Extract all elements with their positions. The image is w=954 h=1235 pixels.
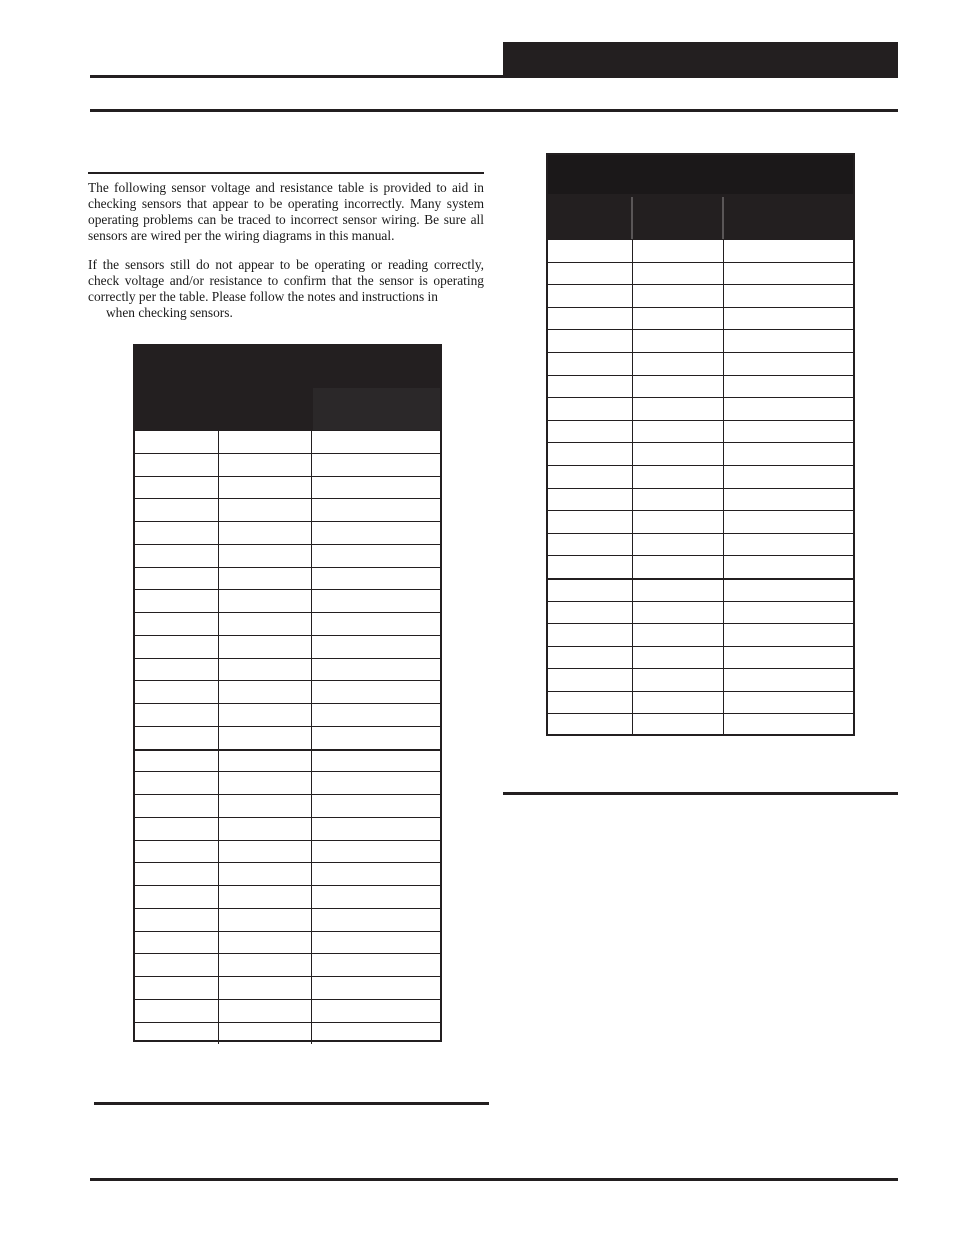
table-row [135,999,440,1022]
intro-paragraph-2-end: when checking sensors. [106,305,233,320]
table-cell [633,714,724,736]
table-cell [135,659,219,681]
table-cell [312,431,440,453]
table-cell [219,818,312,840]
table-row [548,329,853,352]
table-cell [135,863,219,885]
table-cell [724,376,853,398]
table-body [548,239,853,736]
table-cell [548,534,633,556]
table-row [548,307,853,330]
table-cell [724,466,853,488]
table-row [548,352,853,375]
table-cell [312,863,440,885]
table-cell [633,330,724,352]
table-title-bar [548,155,853,194]
table-cell [548,308,633,330]
table-cell [219,636,312,658]
table-row [548,646,853,669]
table-cell [312,659,440,681]
table-header [548,155,853,239]
table-row [135,953,440,976]
table-cell [633,534,724,556]
table-cell [312,704,440,726]
table-cell [219,522,312,544]
table-row [135,749,440,772]
table-cell [633,647,724,669]
table-cell [724,556,853,578]
footer-rule [90,1178,898,1181]
table-row [548,691,853,714]
table-cell [633,308,724,330]
table-cell [312,522,440,544]
table-row [135,840,440,863]
table-row [548,442,853,465]
table-cell [135,545,219,567]
table-cell [135,841,219,863]
table-cell [548,466,633,488]
table-cell [135,522,219,544]
table-row [135,794,440,817]
table-cell [219,932,312,954]
table-row [135,430,440,453]
table-row [135,771,440,794]
table-cell [548,240,633,262]
table-body [135,430,440,1044]
table-cell [135,431,219,453]
table-cell [219,863,312,885]
table-cell [312,772,440,794]
table-cell [548,669,633,691]
section-heading-rule [88,172,484,174]
table-row [135,931,440,954]
table-cell [548,421,633,443]
table-cell [135,795,219,817]
table-cell [633,602,724,624]
table-cell [633,421,724,443]
table-cell [135,590,219,612]
table-cell [724,263,853,285]
table-cell [633,669,724,691]
table-cell [312,932,440,954]
table-cell [135,818,219,840]
header-column-divider [631,197,633,239]
table-cell [633,580,724,601]
intro-paragraph-2 [88,257,484,321]
table-cell [312,795,440,817]
table-row [135,726,440,749]
table-row [135,862,440,885]
table-cell [548,489,633,511]
table-cell [312,841,440,863]
table-cell [633,398,724,420]
header-rule-left [90,75,503,78]
table-cell [135,568,219,590]
sensor-table-left [133,344,442,1042]
table-cell [219,681,312,703]
table-subheader [313,388,440,430]
section-heading-rule-right [503,792,898,795]
table-row [548,533,853,556]
table-cell [219,613,312,635]
table-cell [312,545,440,567]
table-row [135,658,440,681]
table-cell [135,886,219,908]
table-cell [135,727,219,749]
table-cell [219,568,312,590]
table-cell [135,977,219,999]
table-cell [312,751,440,772]
section-heading-rule-bottom [94,1102,489,1105]
table-cell [724,285,853,307]
table-cell [724,421,853,443]
table-cell [633,489,724,511]
table-row [135,521,440,544]
table-cell [312,1023,440,1045]
table-row [135,680,440,703]
table-cell [724,308,853,330]
table-cell [219,727,312,749]
table-cell [548,624,633,646]
table-cell [135,954,219,976]
table-cell [135,1023,219,1045]
table-cell [724,624,853,646]
table-row [135,976,440,999]
table-row [548,623,853,646]
table-cell [219,454,312,476]
table-row [135,612,440,635]
table-cell [135,613,219,635]
table-cell [312,681,440,703]
table-cell [135,932,219,954]
table-cell [633,511,724,533]
table-row [135,589,440,612]
table-cell [548,580,633,601]
table-cell [135,772,219,794]
table-cell [724,534,853,556]
table-cell [135,636,219,658]
table-row [135,908,440,931]
table-cell [724,511,853,533]
table-cell [724,602,853,624]
table-cell [219,954,312,976]
table-cell [219,751,312,772]
intro-paragraph-2-main: If the sensors still do not appear to be operating or reading correctly, check voltage and/or resistance to confirm that the sensor is operating correctly per the table. Please follow the notes and instructions in [88,257,484,304]
table-cell [312,454,440,476]
table-cell [724,443,853,465]
table-cell [633,466,724,488]
table-row [135,453,440,476]
table-cell [219,545,312,567]
table-cell [219,477,312,499]
table-cell [219,772,312,794]
table-cell [312,590,440,612]
table-row [135,498,440,521]
table-cell [219,704,312,726]
table-cell [312,636,440,658]
table-row [548,262,853,285]
table-cell [219,909,312,931]
table-cell [312,568,440,590]
table-cell [633,263,724,285]
table-row [135,1022,440,1045]
table-cell [633,353,724,375]
table-cell [219,590,312,612]
table-cell [548,398,633,420]
intro-paragraph-1: The following sensor voltage and resistance table is provided to aid in checking sensors that appear to be operating incorrectly. Many system operating problems can be traced to incorrect sensor wiring. Be sure all sensors are wired per the wiring diagrams in this manual. [88,180,484,243]
table-cell [219,659,312,681]
table-cell [219,886,312,908]
table-row [548,239,853,262]
table-cell [724,489,853,511]
table-row [548,397,853,420]
table-cell [633,692,724,714]
table-cell [548,376,633,398]
table-cell [219,841,312,863]
table-row [548,713,853,736]
table-cell [548,602,633,624]
table-cell [219,795,312,817]
table-cell [312,886,440,908]
table-cell [724,398,853,420]
table-cell [135,751,219,772]
table-row [135,817,440,840]
table-cell [135,704,219,726]
table-cell [548,511,633,533]
table-cell [633,240,724,262]
table-row [548,465,853,488]
table-cell [633,556,724,578]
table-row [548,284,853,307]
table-cell [135,909,219,931]
table-cell [724,353,853,375]
table-cell [135,477,219,499]
table-row [548,510,853,533]
table-cell [312,818,440,840]
table-cell [633,624,724,646]
table-cell [219,431,312,453]
table-cell [548,285,633,307]
table-row [135,703,440,726]
table-row [548,375,853,398]
table-row [135,476,440,499]
table-cell [724,692,853,714]
table-cell [219,1000,312,1022]
table-row [135,885,440,908]
table-cell [724,647,853,669]
table-cell [548,647,633,669]
table-cell [633,285,724,307]
table-cell [219,1023,312,1045]
table-cell [312,727,440,749]
table-cell [135,454,219,476]
table-cell [135,499,219,521]
table-cell [724,330,853,352]
table-row [548,555,853,578]
table-cell [548,330,633,352]
table-row [135,567,440,590]
table-row [548,488,853,511]
table-cell [724,669,853,691]
table-row [135,544,440,567]
table-cell [548,714,633,736]
table-cell [724,580,853,601]
table-cell [312,477,440,499]
table-header [135,346,440,430]
table-row [135,635,440,658]
table-cell [312,613,440,635]
table-cell [219,499,312,521]
table-cell [135,681,219,703]
table-row [548,420,853,443]
table-cell [724,714,853,736]
table-cell [548,692,633,714]
table-row [548,601,853,624]
table-cell [548,443,633,465]
table-cell [219,977,312,999]
table-row [548,578,853,601]
table-cell [312,909,440,931]
header-title-band [503,42,898,78]
table-cell [548,353,633,375]
table-row [548,668,853,691]
header-rule-full [90,109,898,112]
sensor-table-right [546,153,855,736]
table-cell [548,556,633,578]
table-cell [135,1000,219,1022]
table-cell [312,954,440,976]
table-cell [312,499,440,521]
table-cell [548,263,633,285]
table-cell [633,376,724,398]
table-cell [724,240,853,262]
table-cell [633,443,724,465]
table-cell [312,977,440,999]
table-cell [312,1000,440,1022]
header-column-divider [722,197,724,239]
